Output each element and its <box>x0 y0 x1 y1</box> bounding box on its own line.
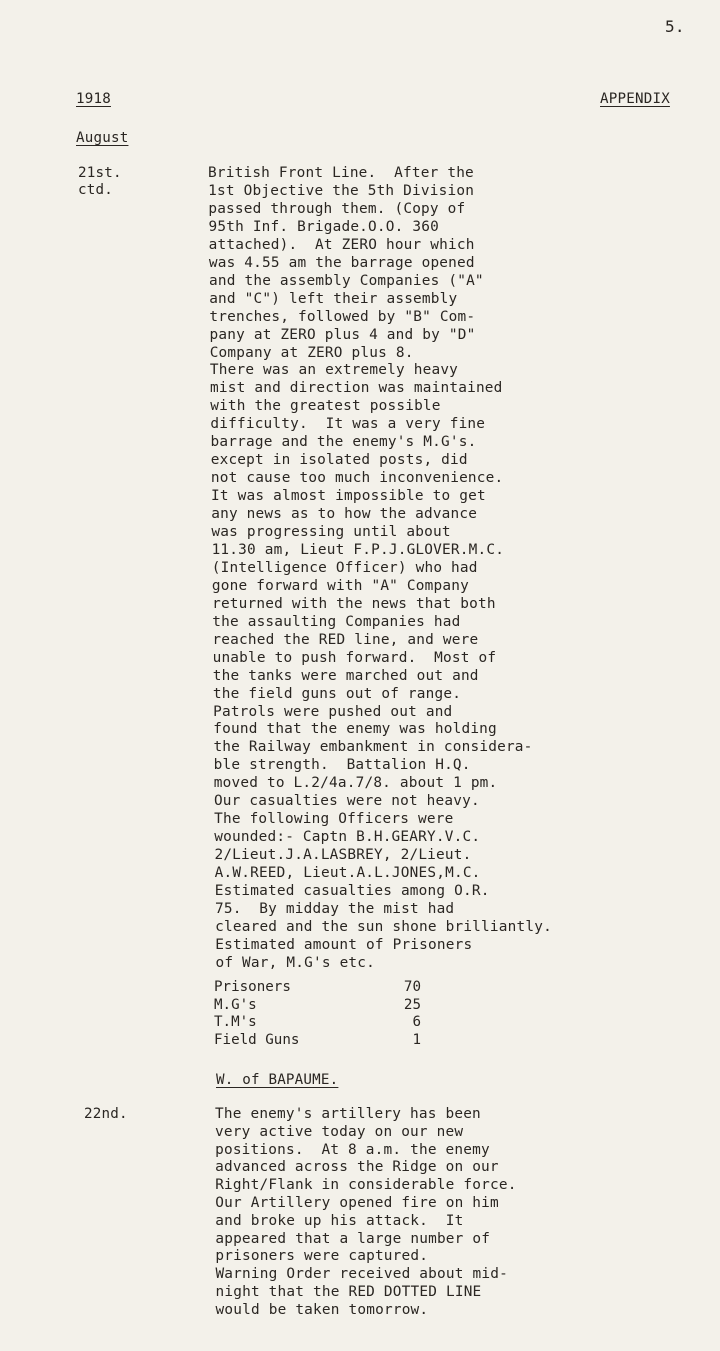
table-row-value: 6 <box>412 1014 421 1030</box>
text-line: pany at ZERO plus 4 and by "D" <box>209 326 476 343</box>
text-line: the Railway embankment in considera- <box>213 739 533 756</box>
table-row-value: 1 <box>412 1031 421 1048</box>
text-line: ble strength. Battalion H.Q. <box>213 757 471 774</box>
text-line: was 4.55 am the barrage opened <box>208 254 475 271</box>
text-line: of War, M.G's etc. <box>215 954 376 971</box>
text-line: appeared that a large number of <box>215 1230 491 1247</box>
text-line: 2/Lieut.J.A.LASBREY, 2/Lieut. <box>214 847 472 864</box>
text-line: 1st Objective the 5th Division <box>208 182 475 199</box>
text-line: 11.30 am, Lieut F.P.J.GLOVER.M.C. <box>211 541 505 558</box>
table-row-label: T.M's <box>214 1014 257 1030</box>
month-heading: August <box>76 130 129 146</box>
text-line: very active today on our new <box>215 1123 464 1140</box>
text-line: A.W.REED, Lieut.A.L.JONES,M.C. <box>214 865 481 882</box>
text-line: The following Officers were <box>214 811 454 828</box>
table-row-label: Field Guns <box>214 1031 300 1048</box>
text-line: found that the enemy was holding <box>213 721 497 738</box>
entry-date-22: 22nd. <box>84 1106 128 1122</box>
text-line: The enemy's artillery has been <box>215 1106 481 1122</box>
entry-date-21-continued: ctd. <box>78 182 113 198</box>
appendix-heading: APPENDIX <box>600 91 670 107</box>
text-line: Our Artillery opened fire on him <box>215 1195 499 1211</box>
text-line: not cause too much inconvenience. <box>210 470 504 487</box>
text-line: mist and direction was maintained <box>210 380 503 397</box>
text-line: Our casualties were not heavy. <box>213 793 480 810</box>
table-row-label: M.G's <box>214 996 257 1013</box>
text-line: unable to push forward. Most of <box>212 649 497 666</box>
text-line: 75. By midday the mist had <box>214 900 455 917</box>
year-heading: 1918 <box>76 91 111 107</box>
text-line: Company at ZERO plus 8. <box>209 344 414 361</box>
text-line: gone forward with "A" Company <box>211 577 469 594</box>
text-line: Warning Order received about mid- <box>215 1266 508 1283</box>
text-line: barrage and the enemy's M.G's. <box>210 434 477 451</box>
text-line: advanced across the Ridge on our <box>215 1159 499 1176</box>
text-line: Right/Flank in considerable force. <box>215 1177 517 1194</box>
text-line: wounded:- Captn B.H.GEARY.V.C. <box>214 829 481 846</box>
text-line: Estimated amount of Prisoners <box>215 936 473 953</box>
text-line: difficulty. It was a very fine <box>210 416 486 433</box>
text-line: except in isolated posts, did <box>210 452 468 469</box>
text-line: returned with the news that both <box>212 595 496 612</box>
text-line: the tanks were marched out and <box>212 667 479 684</box>
text-line: reached the RED line, and were <box>212 631 479 648</box>
text-line: cleared and the sun shone brilliantly. <box>215 918 552 935</box>
text-line: with the greatest possible <box>210 398 441 415</box>
text-line: moved to L.2/4a.7/8. about 1 pm. <box>213 775 498 792</box>
text-line: prisoners were captured. <box>215 1248 429 1265</box>
text-line: would be taken tomorrow. <box>215 1301 429 1318</box>
text-line: passed through them. (Copy of <box>208 200 466 217</box>
text-line: positions. At 8 a.m. the enemy <box>215 1141 490 1158</box>
text-line: There was an extremely heavy <box>209 362 459 379</box>
location-heading: W. of BAPAUME. <box>216 1072 339 1088</box>
text-line: Estimated casualties among O.R. <box>214 883 490 899</box>
text-line: (Intelligence Officer) who had <box>211 559 478 576</box>
table-row-label: Prisoners <box>214 979 291 995</box>
text-line: attached). At ZERO hour which <box>208 236 475 253</box>
table-row-value: 25 <box>403 996 421 1013</box>
text-line: 95th Inf. Brigade.O.O. 360 <box>208 218 439 235</box>
text-line: British Front Line. After the <box>208 165 474 181</box>
text-line: night that the RED DOTTED LINE <box>215 1284 482 1300</box>
text-line: trenches, followed by "B" Com- <box>209 308 476 325</box>
text-line: was progressing until about <box>211 524 451 540</box>
table-row-value: 70 <box>403 979 421 995</box>
text-line: any news as to how the advance <box>211 506 478 523</box>
text-line: Patrols were pushed out and <box>213 703 453 720</box>
entry-date-21: 21st. <box>78 165 122 181</box>
text-line: and the assembly Companies ("A" <box>209 272 484 289</box>
text-line: It was almost impossible to get <box>211 488 486 505</box>
text-line: and "C") left their assembly <box>209 290 458 307</box>
text-line: the assaulting Companies had <box>212 613 461 630</box>
text-line: and broke up his attack. It <box>215 1212 464 1229</box>
page-number: 5. <box>665 17 685 36</box>
text-line: the field guns out of range. <box>212 685 462 702</box>
